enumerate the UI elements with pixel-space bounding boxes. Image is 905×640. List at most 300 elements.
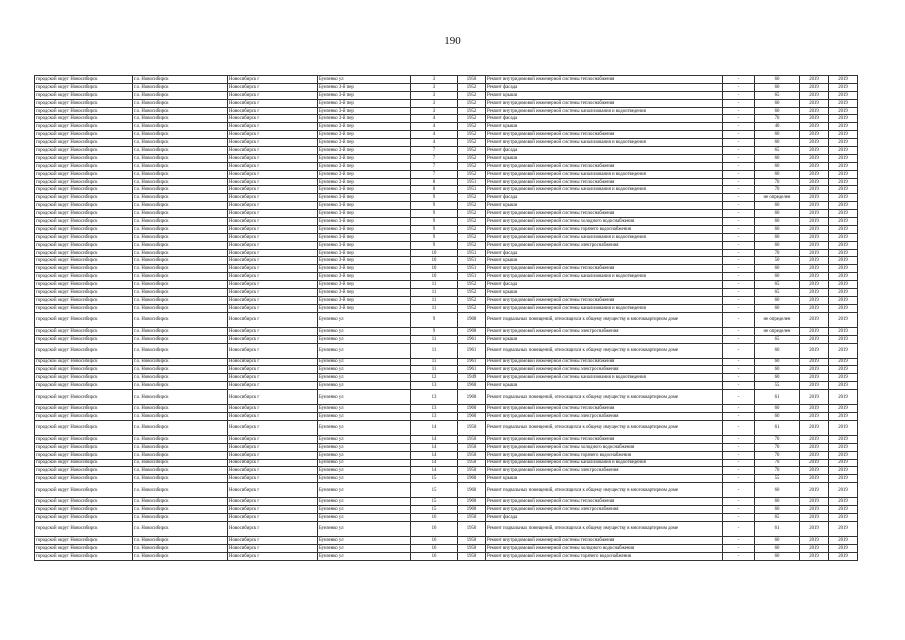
cell-okrug: городской округ Новосибирск [35, 281, 133, 289]
cell-municipality: г.о. Новосибирск [133, 289, 228, 297]
cell-settlement: Новосибирск г [228, 343, 318, 358]
cell-year: 1952 [458, 131, 486, 139]
cell-street: Бунзенко ул [318, 312, 411, 327]
cell-start: 2019 [800, 289, 829, 297]
cell-work: Ремонт внутридомовой инженерной системы теплоснабжения [486, 178, 723, 186]
cell-municipality: г.о. Новосибирск [133, 218, 228, 226]
cell-start: 2019 [800, 178, 829, 186]
table-row [35, 194, 858, 202]
cell-house: 15 [411, 483, 458, 498]
cell-municipality: г.о. Новосибирск [133, 257, 228, 265]
cell-blank: - [723, 536, 755, 544]
table-row [35, 154, 858, 162]
cell-end: 2019 [829, 123, 858, 131]
cell-municipality: г.о. Новосибирск [133, 544, 228, 552]
cell-blank: - [723, 358, 755, 366]
cell-year: 1960 [458, 382, 486, 390]
cell-street: Бунзенко ул [318, 513, 411, 521]
cell-municipality: г.о. Новосибирск [133, 83, 228, 91]
cell-okrug: городской округ Новосибирск [35, 162, 133, 170]
cell-settlement: Новосибирск г [228, 536, 318, 544]
table-row [35, 99, 858, 107]
cell-start: 2019 [800, 327, 829, 335]
cell-end: 2019 [829, 544, 858, 552]
cell-year: 1952 [458, 91, 486, 99]
cell-end: 2019 [829, 506, 858, 514]
cell-settlement: Новосибирск г [228, 241, 318, 249]
cell-end: 2019 [829, 443, 858, 451]
cell-house: 10 [411, 249, 458, 257]
cell-blank: - [723, 304, 755, 312]
cell-street: Бунзенко 3-й пер [318, 147, 411, 155]
cell-street: Бунзенко ул [318, 76, 411, 84]
cell-end: 2019 [829, 312, 858, 327]
cell-start: 2019 [800, 475, 829, 483]
cell-settlement: Новосибирск г [228, 186, 318, 194]
cell-work: Ремонт подвальных помещений, относящихся к общему имуществу в многоквартирном доме [486, 521, 723, 536]
cell-blank: - [723, 194, 755, 202]
cell-blank: - [723, 506, 755, 514]
cell-house: 12 [411, 374, 458, 382]
cell-settlement: Новосибирск г [228, 202, 318, 210]
cell-blank: - [723, 443, 755, 451]
cell-municipality: г.о. Новосибирск [133, 343, 228, 358]
cell-year: 1968 [458, 327, 486, 335]
cell-end: 2019 [829, 162, 858, 170]
cell-house: 7 [411, 162, 458, 170]
table-row [35, 76, 858, 84]
cell-municipality: г.о. Новосибирск [133, 115, 228, 123]
cell-house: 11 [411, 366, 458, 374]
table-row [35, 147, 858, 155]
cell-municipality: г.о. Новосибирск [133, 147, 228, 155]
cell-street: Бунзенко 3-й пер [318, 202, 411, 210]
cell-year: 1952 [458, 107, 486, 115]
cell-start: 2019 [800, 382, 829, 390]
table-row [35, 521, 858, 536]
cell-work: Ремонт внутридомовой инженерной системы холодного водоснабжения [486, 443, 723, 451]
cell-street: Бунзенко 3-й пер [318, 257, 411, 265]
cell-work: Ремонт фасада [486, 115, 723, 123]
cell-year: 1952 [458, 304, 486, 312]
cell-work: Ремонт крыши [486, 123, 723, 131]
cell-year: 1952 [458, 147, 486, 155]
cell-blank: - [723, 91, 755, 99]
cell-house: 8 [411, 186, 458, 194]
cell-start: 2019 [800, 154, 829, 162]
table-row [35, 241, 858, 249]
cell-municipality: г.о. Новосибирск [133, 233, 228, 241]
cell-end: 2019 [829, 390, 858, 405]
cell-house: 8 [411, 178, 458, 186]
table-row [35, 435, 858, 443]
cell-house: 14 [411, 443, 458, 451]
cell-street: Бунзенко ул [318, 521, 411, 536]
cell-blank: - [723, 249, 755, 257]
cell-house: 9 [411, 241, 458, 249]
cell-blank: - [723, 131, 755, 139]
cell-year: 1952 [458, 139, 486, 147]
cell-end: 2019 [829, 218, 858, 226]
cell-street: Бунзенко 3-й пер [318, 131, 411, 139]
cell-street: Бунзенко 3-й пер [318, 289, 411, 297]
cell-blank: - [723, 483, 755, 498]
cell-year: 1960 [458, 475, 486, 483]
cell-end: 2019 [829, 99, 858, 107]
cell-settlement: Новосибирск г [228, 154, 318, 162]
cell-okrug: городской округ Новосибирск [35, 76, 133, 84]
cell-settlement: Новосибирск г [228, 178, 318, 186]
cell-settlement: Новосибирск г [228, 420, 318, 435]
cell-end: 2019 [829, 451, 858, 459]
cell-end: 2019 [829, 241, 858, 249]
cell-blank: - [723, 382, 755, 390]
cell-work: Ремонт фасада [486, 147, 723, 155]
cell-house: 7 [411, 147, 458, 155]
cell-year: 1950 [458, 76, 486, 84]
cell-settlement: Новосибирск г [228, 382, 318, 390]
cell-start: 2019 [800, 552, 829, 560]
cell-street: Бунзенко ул [318, 451, 411, 459]
cell-end: 2019 [829, 131, 858, 139]
cell-street: Бунзенко ул [318, 390, 411, 405]
cell-okrug: городской округ Новосибирск [35, 178, 133, 186]
cell-house: 11 [411, 296, 458, 304]
cell-end: 2019 [829, 273, 858, 281]
cell-municipality: г.о. Новосибирск [133, 312, 228, 327]
table-row [35, 366, 858, 374]
cell-blank: - [723, 241, 755, 249]
cell-end: 2019 [829, 327, 858, 335]
cell-end: 2019 [829, 435, 858, 443]
cell-street: Бунзенко ул [318, 405, 411, 413]
cell-end: 2019 [829, 139, 858, 147]
cell-street: Бунзенко ул [318, 420, 411, 435]
cell-start: 2019 [800, 83, 829, 91]
cell-house: 11 [411, 281, 458, 289]
cell-blank: - [723, 210, 755, 218]
cell-work: Ремонт внутридомовой инженерной системы холодного водоснабжения [486, 544, 723, 552]
cell-okrug: городской округ Новосибирск [35, 257, 133, 265]
cell-settlement: Новосибирск г [228, 358, 318, 366]
table-row [35, 91, 858, 99]
cell-blank: - [723, 225, 755, 233]
cell-end: 2019 [829, 296, 858, 304]
cell-okrug: городской округ Новосибирск [35, 506, 133, 514]
cell-work: Ремонт крыши [486, 202, 723, 210]
cell-start: 2019 [800, 513, 829, 521]
cell-work: Ремонт внутридомовой инженерной системы теплоснабжения [486, 131, 723, 139]
table-row [35, 498, 858, 506]
cell-end: 2019 [829, 420, 858, 435]
cell-settlement: Новосибирск г [228, 521, 318, 536]
cell-municipality: г.о. Новосибирск [133, 186, 228, 194]
cell-okrug: городской округ Новосибирск [35, 233, 133, 241]
cell-cost: 60 [755, 233, 800, 241]
cell-street: Бунзенко 3-й пер [318, 139, 411, 147]
cell-okrug: городской округ Новосибирск [35, 483, 133, 498]
cell-work: Ремонт внутридомовой инженерной системы теплоснабжения [486, 435, 723, 443]
cell-year: 1952 [458, 281, 486, 289]
cell-cost: 60 [755, 552, 800, 560]
cell-year: 1960 [458, 483, 486, 498]
cell-end: 2019 [829, 147, 858, 155]
cell-street: Бунзенко ул [318, 552, 411, 560]
table-row [35, 443, 858, 451]
cell-street: Бунзенко ул [318, 343, 411, 358]
cell-house: 14 [411, 459, 458, 467]
cell-year: 1950 [458, 544, 486, 552]
cell-okrug: городской округ Новосибирск [35, 382, 133, 390]
cell-work: Ремонт внутридомовой инженерной системы горячего водоснабжения [486, 552, 723, 560]
cell-municipality: г.о. Новосибирск [133, 405, 228, 413]
cell-start: 2019 [800, 451, 829, 459]
cell-street: Бунзенко 3-й пер [318, 99, 411, 107]
cell-street: Бунзенко 3-й пер [318, 273, 411, 281]
cell-house: 4 [411, 115, 458, 123]
cell-cost: 60 [755, 498, 800, 506]
cell-okrug: городской округ Новосибирск [35, 374, 133, 382]
cell-cost: 60 [755, 162, 800, 170]
cell-year: 1952 [458, 194, 486, 202]
cell-municipality: г.о. Новосибирск [133, 498, 228, 506]
cell-work: Ремонт внутридомовой инженерной системы электроснабжения [486, 506, 723, 514]
cell-municipality: г.о. Новосибирск [133, 194, 228, 202]
cell-start: 2019 [800, 358, 829, 366]
table-row [35, 170, 858, 178]
cell-house: 9 [411, 210, 458, 218]
cell-municipality: г.о. Новосибирск [133, 131, 228, 139]
cell-municipality: г.о. Новосибирск [133, 467, 228, 475]
cell-house: 14 [411, 467, 458, 475]
table-row [35, 405, 858, 413]
cell-work: Ремонт фасада [486, 83, 723, 91]
table-row [35, 139, 858, 147]
cell-end: 2019 [829, 281, 858, 289]
cell-house: 16 [411, 544, 458, 552]
cell-cost: 60 [755, 265, 800, 273]
cell-blank: - [723, 154, 755, 162]
cell-work: Ремонт крыши [486, 475, 723, 483]
cell-okrug: городской округ Новосибирск [35, 147, 133, 155]
cell-street: Бунзенко ул [318, 506, 411, 514]
table-row [35, 459, 858, 467]
cell-work: Ремонт фасада [486, 249, 723, 257]
cell-okrug: городской округ Новосибирск [35, 170, 133, 178]
cell-year: 1968 [458, 312, 486, 327]
cell-okrug: городской округ Новосибирск [35, 273, 133, 281]
cell-okrug: городской округ Новосибирск [35, 289, 133, 297]
cell-cost: не определен [755, 327, 800, 335]
cell-street: Бунзенко ул [318, 544, 411, 552]
cell-okrug: городской округ Новосибирск [35, 304, 133, 312]
cell-okrug: городской округ Новосибирск [35, 194, 133, 202]
cell-year: 1952 [458, 210, 486, 218]
cell-settlement: Новосибирск г [228, 467, 318, 475]
table-row [35, 257, 858, 265]
cell-street: Бунзенко ул [318, 382, 411, 390]
table-row [35, 374, 858, 382]
cell-okrug: городской округ Новосибирск [35, 210, 133, 218]
cell-work: Ремонт внутридомовой инженерной системы канализования и водоотведения [486, 304, 723, 312]
cell-okrug: городской округ Новосибирск [35, 312, 133, 327]
cell-end: 2019 [829, 483, 858, 498]
cell-cost: 65 [755, 335, 800, 343]
cell-municipality: г.о. Новосибирск [133, 99, 228, 107]
cell-settlement: Новосибирск г [228, 443, 318, 451]
cell-street: Бунзенко ул [318, 374, 411, 382]
cell-year: 1961 [458, 335, 486, 343]
cell-year: 1952 [458, 241, 486, 249]
cell-year: 1952 [458, 83, 486, 91]
cell-work: Ремонт внутридомовой инженерной системы канализования и водоотведения [486, 139, 723, 147]
cell-end: 2019 [829, 170, 858, 178]
cell-okrug: городской округ Новосибирск [35, 513, 133, 521]
table-row [35, 420, 858, 435]
cell-house: 3 [411, 99, 458, 107]
cell-end: 2019 [829, 107, 858, 115]
cell-okrug: городской округ Новосибирск [35, 459, 133, 467]
cell-settlement: Новосибирск г [228, 249, 318, 257]
cell-work: Ремонт внутридомовой инженерной системы теплоснабжения [486, 296, 723, 304]
cell-street: Бунзенко 3-й пер [318, 123, 411, 131]
cell-year: 1951 [458, 186, 486, 194]
cell-year: 1961 [458, 343, 486, 358]
cell-year: 1961 [458, 358, 486, 366]
cell-street: Бунзенко 3-й пер [318, 178, 411, 186]
cell-end: 2019 [829, 366, 858, 374]
cell-start: 2019 [800, 296, 829, 304]
cell-cost: 65 [755, 91, 800, 99]
cell-end: 2019 [829, 498, 858, 506]
cell-year: 1949 [458, 374, 486, 382]
cell-end: 2019 [829, 225, 858, 233]
cell-blank: - [723, 265, 755, 273]
cell-year: 1960 [458, 405, 486, 413]
cell-settlement: Новосибирск г [228, 210, 318, 218]
cell-end: 2019 [829, 115, 858, 123]
cell-settlement: Новосибирск г [228, 513, 318, 521]
cell-blank: - [723, 233, 755, 241]
cell-end: 2019 [829, 76, 858, 84]
cell-okrug: городской округ Новосибирск [35, 451, 133, 459]
cell-start: 2019 [800, 265, 829, 273]
page-number: 190 [444, 35, 461, 47]
cell-street: Бунзенко 3-й пер [318, 83, 411, 91]
cell-end: 2019 [829, 374, 858, 382]
cell-cost: 60 [755, 412, 800, 420]
cell-year: 1952 [458, 218, 486, 226]
cell-cost: 60 [755, 139, 800, 147]
table-row [35, 412, 858, 420]
cell-settlement: Новосибирск г [228, 552, 318, 560]
cell-municipality: г.о. Новосибирск [133, 241, 228, 249]
table-row [35, 312, 858, 327]
cell-settlement: Новосибирск г [228, 147, 318, 155]
cell-settlement: Новосибирск г [228, 405, 318, 413]
cell-cost: 60 [755, 544, 800, 552]
cell-work: Ремонт внутридомовой инженерной системы горячего водоснабжения [486, 225, 723, 233]
cell-street: Бунзенко ул [318, 467, 411, 475]
cell-work: Ремонт крыши [486, 257, 723, 265]
cell-okrug: городской округ Новосибирск [35, 225, 133, 233]
cell-start: 2019 [800, 147, 829, 155]
cell-settlement: Новосибирск г [228, 225, 318, 233]
cell-okrug: городской округ Новосибирск [35, 241, 133, 249]
cell-okrug: городской округ Новосибирск [35, 366, 133, 374]
cell-street: Бунзенко 3-й пер [318, 233, 411, 241]
table-row [35, 162, 858, 170]
cell-municipality: г.о. Новосибирск [133, 358, 228, 366]
cell-start: 2019 [800, 194, 829, 202]
cell-municipality: г.о. Новосибирск [133, 483, 228, 498]
cell-house: 9 [411, 194, 458, 202]
cell-end: 2019 [829, 513, 858, 521]
cell-work: Ремонт внутридомовой инженерной системы горячего водоснабжения [486, 451, 723, 459]
cell-start: 2019 [800, 506, 829, 514]
cell-blank: - [723, 281, 755, 289]
cell-work: Ремонт внутридомовой инженерной системы канализования и водоотведения [486, 233, 723, 241]
cell-start: 2019 [800, 210, 829, 218]
cell-settlement: Новосибирск г [228, 296, 318, 304]
cell-end: 2019 [829, 289, 858, 297]
cell-cost: 40 [755, 123, 800, 131]
cell-blank: - [723, 343, 755, 358]
cell-start: 2019 [800, 343, 829, 358]
cell-year: 1952 [458, 296, 486, 304]
cell-work: Ремонт подвальных помещений, относящихся к общему имуществу в многоквартирном доме [486, 312, 723, 327]
table-row [35, 131, 858, 139]
cell-start: 2019 [800, 186, 829, 194]
cell-start: 2019 [800, 131, 829, 139]
cell-municipality: г.о. Новосибирск [133, 265, 228, 273]
cell-cost: 70 [755, 178, 800, 186]
cell-start: 2019 [800, 233, 829, 241]
cell-year: 1952 [458, 99, 486, 107]
cell-cost: 70 [755, 451, 800, 459]
cell-municipality: г.о. Новосибирск [133, 123, 228, 131]
cell-end: 2019 [829, 91, 858, 99]
cell-okrug: городской округ Новосибирск [35, 544, 133, 552]
cell-settlement: Новосибирск г [228, 123, 318, 131]
cell-house: 3 [411, 91, 458, 99]
cell-year: 1950 [458, 536, 486, 544]
cell-work: Ремонт внутридомовой инженерной системы теплоснабжения [486, 76, 723, 84]
cell-street: Бунзенко ул [318, 498, 411, 506]
table-row [35, 513, 858, 521]
cell-work: Ремонт внутридомовой инженерной системы электроснабжения [486, 327, 723, 335]
cell-start: 2019 [800, 91, 829, 99]
cell-okrug: городской округ Новосибирск [35, 335, 133, 343]
cell-work: Ремонт внутридомовой инженерной системы электроснабжения [486, 412, 723, 420]
cell-start: 2019 [800, 99, 829, 107]
cell-year: 1951 [458, 249, 486, 257]
cell-blank: - [723, 115, 755, 123]
cell-end: 2019 [829, 521, 858, 536]
cell-year: 1960 [458, 498, 486, 506]
cell-start: 2019 [800, 202, 829, 210]
cell-street: Бунзенко 3-й пер [318, 265, 411, 273]
cell-year: 1960 [458, 412, 486, 420]
cell-okrug: городской округ Новосибирск [35, 123, 133, 131]
cell-municipality: г.о. Новосибирск [133, 273, 228, 281]
cell-blank: - [723, 289, 755, 297]
cell-work: Ремонт внутридомовой инженерной системы теплоснабжения [486, 498, 723, 506]
cell-house: 3 [411, 107, 458, 115]
table-row [35, 123, 858, 131]
cell-year: 1950 [458, 552, 486, 560]
cell-blank: - [723, 475, 755, 483]
